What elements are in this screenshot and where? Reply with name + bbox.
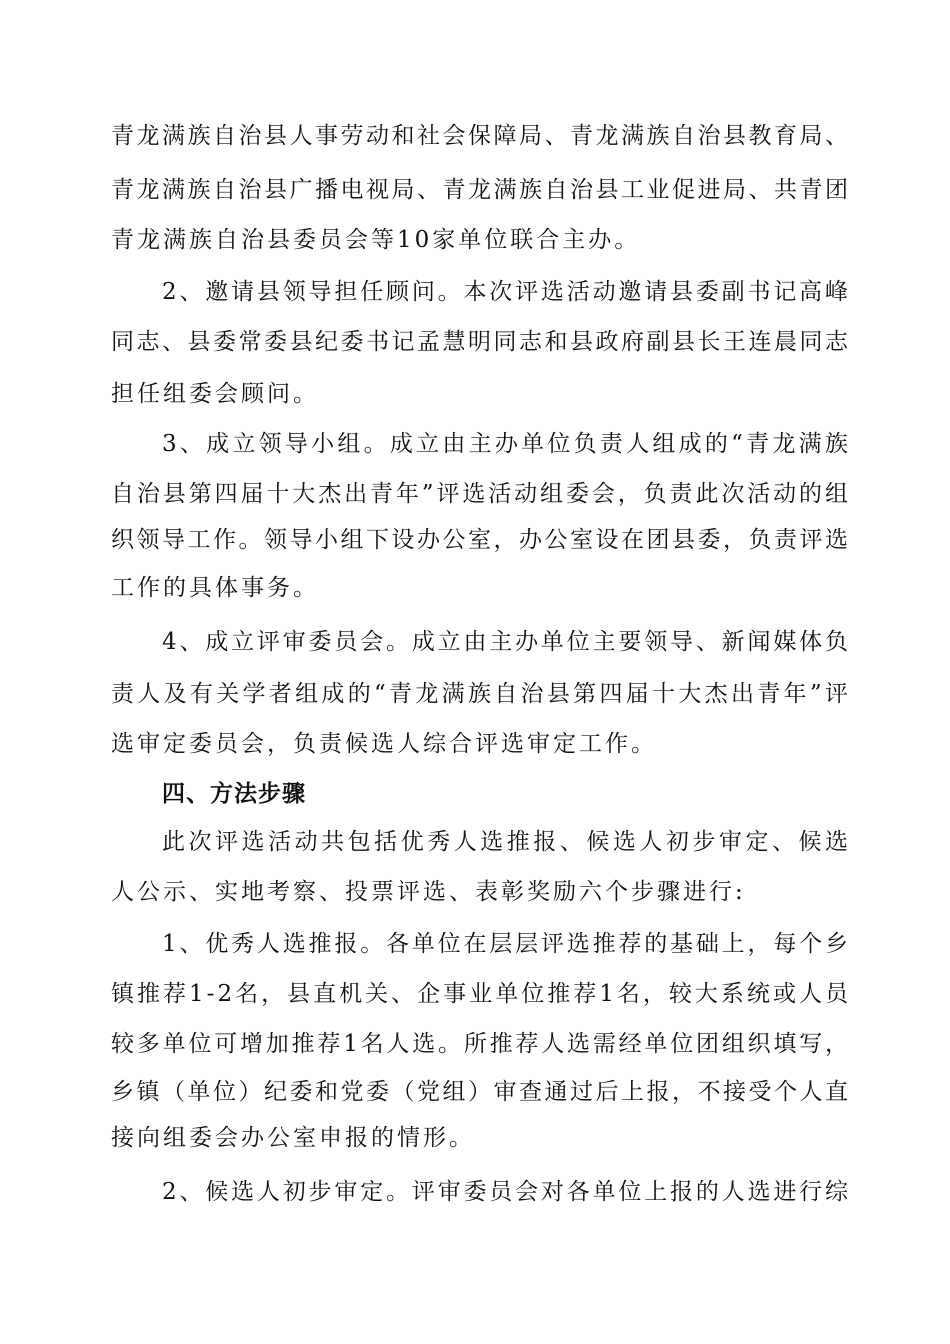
text-line — [0, 374, 950, 414]
line-text: 1、优秀人选推报。各单位在层层评选推荐的基础上，每个乡 — [162, 931, 851, 957]
line-text: 担任组委会顾问。 — [111, 381, 319, 407]
line-text: 3、成立领导小组。成立由主办单位负责人组成的“青龙满族 — [162, 431, 852, 457]
text-line — [0, 170, 950, 210]
section-heading — [0, 774, 950, 814]
line-text: 2、候选人初步审定。评审委员会对各单位上报的人选进行综 — [162, 1179, 851, 1205]
text-line — [0, 322, 950, 362]
text-line — [0, 872, 950, 912]
text-line — [0, 1172, 950, 1212]
text-line — [0, 1118, 950, 1158]
line-text: 此次评选活动共包括优秀人选推报、候选人初步审定、候选 — [162, 829, 852, 855]
line-text: 青龙满族自治县人事劳动和社会保障局、青龙满族自治县教育局、 — [111, 123, 851, 149]
text-line — [0, 272, 950, 312]
text-line — [0, 1072, 950, 1112]
line-text: 青龙满族自治县委员会等10家单位联合主办。 — [111, 227, 641, 253]
text-line — [0, 1024, 950, 1064]
text-line — [0, 674, 950, 714]
line-text: 同志、县委常委县纪委书记孟慧明同志和县政府副县长王连晨同志 — [111, 329, 851, 355]
line-text: 人公示、实地考察、投票评选、表彰奖励六个步骤进行: — [111, 879, 746, 905]
text-line — [0, 622, 950, 662]
line-text: 自治县第四届十大杰出青年”评选活动组委会，负责此次活动的组 — [111, 481, 851, 507]
text-line — [0, 974, 950, 1014]
text-line — [0, 568, 950, 608]
line-text: 镇推荐1-2名，县直机关、企事业单位推荐1名，较大系统或人员 — [111, 981, 851, 1007]
line-text: 2、邀请县领导担任顾问。本次评选活动邀请县委副书记高峰 — [162, 279, 851, 305]
line-text: 织领导工作。领导小组下设办公室，办公室设在团县委，负责评选 — [111, 527, 851, 553]
line-text: 青龙满族自治县广播电视局、青龙满族自治县工业促进局、共青团 — [111, 177, 851, 203]
text-line — [0, 220, 950, 260]
line-text: 选审定委员会，负责候选人综合评选审定工作。 — [111, 731, 657, 757]
text-line — [0, 474, 950, 514]
line-text: 工作的具体事务。 — [111, 575, 319, 601]
text-line — [0, 724, 950, 764]
line-text: 接向组委会办公室申报的情形。 — [111, 1125, 475, 1151]
text-line — [0, 822, 950, 862]
text-line — [0, 116, 950, 156]
line-text: 责人及有关学者组成的“青龙满族自治县第四届十大杰出青年”评 — [111, 681, 852, 707]
text-line — [0, 520, 950, 560]
text-line — [0, 924, 950, 964]
line-text: 4、成立评审委员会。成立由主办单位主要领导、新闻媒体负 — [162, 629, 851, 655]
heading-text: 四、方法步骤 — [162, 781, 306, 807]
line-text: 乡镇（单位）纪委和党委（党组）审查通过后上报，不接受个人直 — [111, 1079, 851, 1105]
line-text: 较多单位可增加推荐1名人选。所推荐人选需经单位团组织填写， — [111, 1031, 851, 1057]
text-line — [0, 424, 950, 464]
